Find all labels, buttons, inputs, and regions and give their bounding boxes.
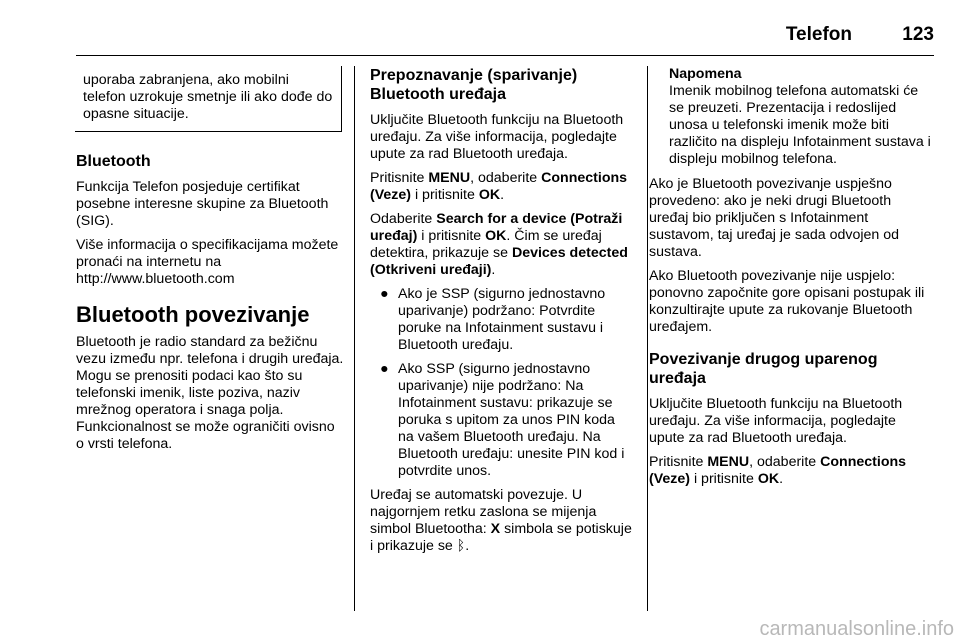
note-title: Napomena — [669, 66, 742, 82]
column-divider-1 — [354, 66, 355, 611]
pairing-paragraph-2: Pritisnite MENU, odaberite Connections (Veze) i pritisnite OK. — [370, 170, 628, 203]
bluetooth-paragraph-2: Više informacija o specifikacijama možete pronaći na internetu na http://www.bluetooth.com — [76, 237, 339, 287]
page-header — [0, 14, 960, 54]
column-3 — [649, 66, 931, 495]
note-text: Imenik mobilnog telefona automatski će se preuzeti. Prezentacija i redoslijed unosa u telefonski imenik može biti različito na displeju Infotainment sustava i displeju mobilnog telefona. — [669, 83, 931, 167]
menu-key: MENU — [428, 170, 471, 186]
search-device-item: Search for a device (Potraži uređaj) — [370, 211, 623, 244]
ok-key: OK — [485, 228, 507, 244]
pairing-paragraph-1: Uključite Bluetooth funkciju na Bluetooth uređaju. Za više informacija, pogledajte upute za rad Bluetooth uređaja. — [370, 112, 624, 162]
bluetooth-connection-heading: Bluetooth povezivanje — [76, 302, 310, 327]
column-1 — [76, 66, 344, 460]
note-box — [649, 66, 931, 168]
watermark: carmanualsonline.info — [759, 618, 954, 640]
column-2 — [370, 66, 634, 562]
header-rule — [76, 55, 934, 56]
connection-success-paragraph: Ako je Bluetooth povezivanje uspješno provedeno: ako je neki drugi Bluetooth uređaj bio priključen s Infotainment sustavom, taj uređaj je sada odvojen od sustava. — [649, 176, 900, 260]
column-divider-2 — [647, 66, 648, 611]
connection-failure-paragraph: Ako Bluetooth povezivanje nije uspjelo: ponovno započnite gore opisani postupak ili konzultirajte upute za rukovanje Bluetooth uređajem. — [649, 268, 925, 335]
bluetooth-heading: Bluetooth — [76, 153, 151, 170]
x-symbol: X — [490, 521, 501, 537]
pairing-bullet-list — [370, 286, 634, 480]
bluetooth-icon: ᛒ — [456, 538, 466, 554]
list-item: ● Ako SSP (sigurno jednostavno uparivanje) nije podržano: Na Infotainment sustavu: prikazuje se poruka s upitom za unos PIN koda na vašem Bluetooth uređaju. Na Bluetooth uređaju: unesite PIN kod i potvrdite unos. — [380, 361, 625, 479]
devices-detected-item: Devices detected (Otkriveni uređaji) — [370, 245, 628, 278]
warning-box — [75, 66, 342, 132]
menu-key: MENU — [707, 454, 750, 470]
connections-menu-item: Connections (Veze) — [649, 454, 907, 487]
second-device-heading: Povezivanje drugog uparenog uređaja — [649, 351, 878, 387]
ok-key: OK — [757, 471, 780, 487]
second-device-paragraph-2: Pritisnite MENU, odaberite Connections (Veze) i pritisnite OK. — [649, 454, 907, 487]
bluetooth-connection-paragraph: Bluetooth je radio standard za bežičnu vezu između npr. telefona i drugih uređaja. Mogu se prenositi podaci kao što su telefonski imenik, liste poziva, naziv mrežnog operatora i snaga polja. Funkcionalnost se može ograničiti ovisno o vrsti telefona. — [76, 334, 344, 452]
second-device-paragraph-1: Uključite Bluetooth funkciju na Bluetooth uređaju. Za više informacija, pogledajte upute za rad Bluetooth uređaja. — [649, 396, 903, 446]
bluetooth-paragraph-1: Funkcija Telefon posjeduje certifikat posebne interesne skupine za Bluetooth (SIG). — [76, 179, 329, 229]
ok-key: OK — [478, 187, 501, 203]
bullet-icon: ● — [380, 286, 389, 302]
page-number: 123 — [902, 24, 934, 45]
pairing-paragraph-3: Odaberite Search for a device (Potraži uređaj) i pritisnite OK. Čim se uređaj detektira, prikazuje se Devices detected (Otkriveni uređaji). — [370, 211, 628, 278]
connections-menu-item: Connections (Veze) — [370, 170, 628, 203]
page-title: Telefon — [785, 24, 852, 45]
pairing-heading: Prepoznavanje (sparivanje) Bluetooth uređaja — [370, 67, 578, 103]
bullet-icon: ● — [380, 361, 389, 377]
warning-text: uporaba zabranjena, ako mobilni telefon uzrokuje smetnje ili ako dođe do opasne situacije. — [83, 72, 333, 122]
pairing-paragraph-4: Uređaj se automatski povezuje. U najgornjem retku zaslona se mijenja simbol Bluetootha: X simbola se potiskuje i prikazuje se ᛒ. — [370, 487, 632, 554]
list-item: ● Ako je SSP (sigurno jednostavno uparivanje) podržano: Potvrdite poruke na Infotainment sustavu i Bluetooth uređaju. — [380, 286, 606, 353]
